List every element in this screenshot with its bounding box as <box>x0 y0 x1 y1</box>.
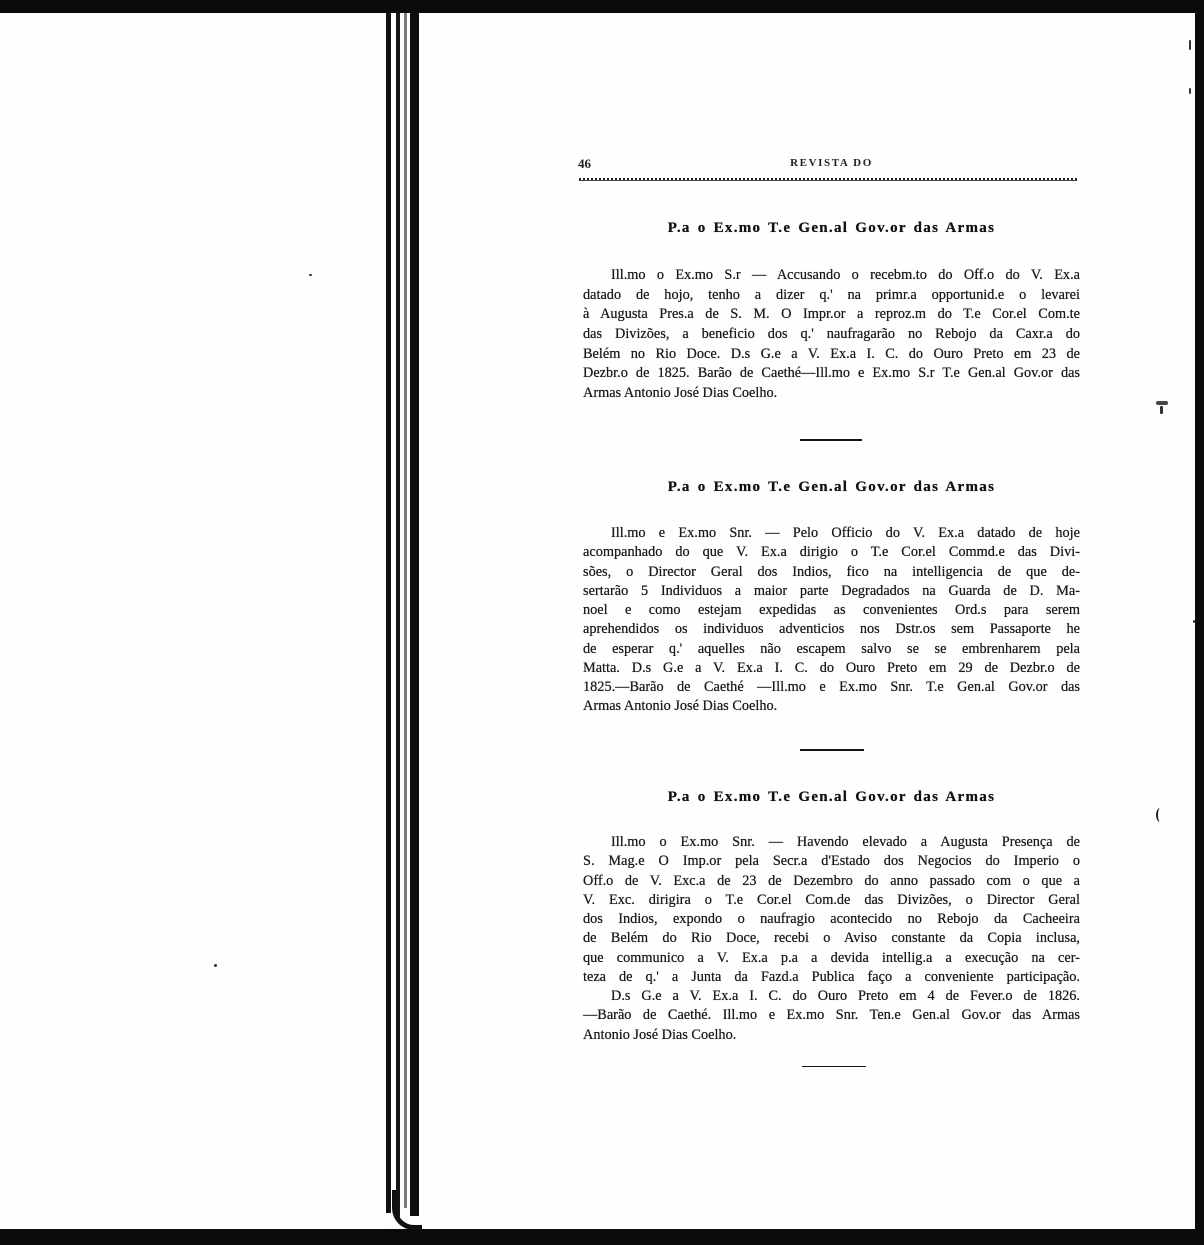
text-line: Armas Antonio José Dias Coelho. <box>583 385 778 402</box>
right-page-edge <box>410 13 419 1216</box>
section-divider <box>800 749 864 751</box>
margin-mark <box>1193 620 1195 623</box>
text-line: sertarão 5 Individuos a maior parte Degradados na Guarda de D. Ma- <box>583 582 1080 599</box>
text-line: Dezbr.o de 1825. Barão de Caethé—Ill.mo e Ex.mo S.r T.e Gen.al Gov.or das <box>583 365 1080 382</box>
text-line: D.s G.e a V. Ex.a I. C. do Ouro Preto em 4 de Fever.o de 1826. <box>611 988 1080 1004</box>
letter-heading: P.a o Ex.mo T.e Gen.al Gov.or das Armas <box>667 479 996 495</box>
text-line: dos Indios, expondo o naufragio acontecido no Rebojo da Cacheeira <box>583 911 1080 927</box>
text-line: Matta. D.s G.e a V. Ex.a I. C. do Ouro Preto em 29 de Dezbr.o de <box>583 659 1080 676</box>
text-line: Ill.mo o Ex.mo Snr. — Havendo elevado a Augusta Presença de <box>611 834 1080 850</box>
text-line: aprehendidos os individuos adventicios nos Dstr.os sem Passaporte he <box>583 621 1080 638</box>
spine-bottom-curve <box>392 1190 422 1230</box>
margin-mark <box>1189 40 1191 50</box>
scan-speck <box>214 964 217 967</box>
book-spine-line <box>396 13 400 1218</box>
section-divider <box>800 439 862 441</box>
text-line: noel e como estejam expedidas as convenientes Ord.s para serem <box>583 602 1080 618</box>
text-line: V. Exc. dirigira o T.e Cor.el Com.de das Divizões, o Director Geral <box>583 891 1080 908</box>
text-line: de esperar q.' aquelles não escapem salvo se se embrenharem pela <box>583 640 1080 657</box>
book-spine-shadow <box>404 13 407 1208</box>
book-spine-line <box>386 13 391 1213</box>
letter-heading: P.a o Ex.mo T.e Gen.al Gov.or das Armas <box>667 789 996 805</box>
text-line: à Augusta Pres.a de S. M. O Impr.or a reproz.m do T.e Cor.el Com.te <box>583 306 1080 323</box>
text-line: Ill.mo e Ex.mo Snr. — Pelo Officio do V. Ex.a datado de hoje <box>611 525 1080 541</box>
text-line: Off.o de V. Exc.a de 23 de Dezembro do anno passado com o que a <box>583 872 1080 889</box>
text-line: sões, o Director Geral dos Indios, fico na intelligencia de que de- <box>583 563 1080 580</box>
text-line: Belém no Rio Doce. D.s G.e a V. Ex.a I. C. do Ouro Preto em 23 de <box>583 345 1080 362</box>
margin-mark <box>1156 401 1168 405</box>
text-line: Ill.mo o Ex.mo S.r — Accusando o recebm.to do Off.o do V. Ex.a <box>611 267 1080 283</box>
left-blank-page <box>0 13 386 1229</box>
text-line: teza de q.' a Junta da Fazd.a Publica faço a conveniente participação. <box>583 968 1080 985</box>
text-line: S. Mag.e O Imp.or pela Secr.a d'Estado dos Negocios do Imperio o <box>583 853 1080 870</box>
letter-heading: P.a o Ex.mo T.e Gen.al Gov.or das Armas <box>667 220 996 236</box>
text-line: das Divizões, a beneficio dos q.' naufragarão no Rebojo da Caxr.a do <box>583 326 1080 343</box>
text-line: que communico a V. Ex.a p.a a devida intellig.a a execução na cer- <box>583 949 1080 966</box>
text-line: —Barão de Caethé. Ill.mo e Ex.mo Snr. Ten.e Gen.al Gov.or das Armas <box>583 1007 1080 1024</box>
letter-body <box>583 833 1080 1045</box>
header-rule <box>579 178 1077 181</box>
text-line: datado de hojo, tenho a dizer q.' na primr.a opportunid.e o levarei <box>583 286 1080 303</box>
scanner-top-border <box>0 0 1204 13</box>
letter-body <box>583 524 1080 717</box>
text-line: Antonio José Dias Coelho. <box>583 1026 737 1043</box>
section-divider <box>802 1066 866 1067</box>
margin-mark <box>1160 406 1163 414</box>
text-line: 1825.—Barão de Caethé —Ill.mo e Ex.mo Snr. T.e Gen.al Gov.or das <box>583 679 1080 695</box>
page-number: 46 <box>578 156 591 171</box>
scanner-right-border <box>1195 0 1204 1245</box>
text-line: Armas Antonio José Dias Coelho. <box>583 698 778 715</box>
scan-speck <box>309 274 312 276</box>
scanner-bottom-border <box>0 1229 1204 1245</box>
running-title: REVISTA DO <box>790 157 873 169</box>
margin-mark <box>1156 808 1164 822</box>
text-line: acompanhado do que V. Ex.a dirigio o T.e Cor.el Commd.e das Divi- <box>583 544 1080 561</box>
letter-body <box>583 266 1080 404</box>
text-line: de Belém do Rio Doce, recebi o Aviso constante da Copia inclusa, <box>583 930 1080 947</box>
margin-mark <box>1189 88 1191 94</box>
